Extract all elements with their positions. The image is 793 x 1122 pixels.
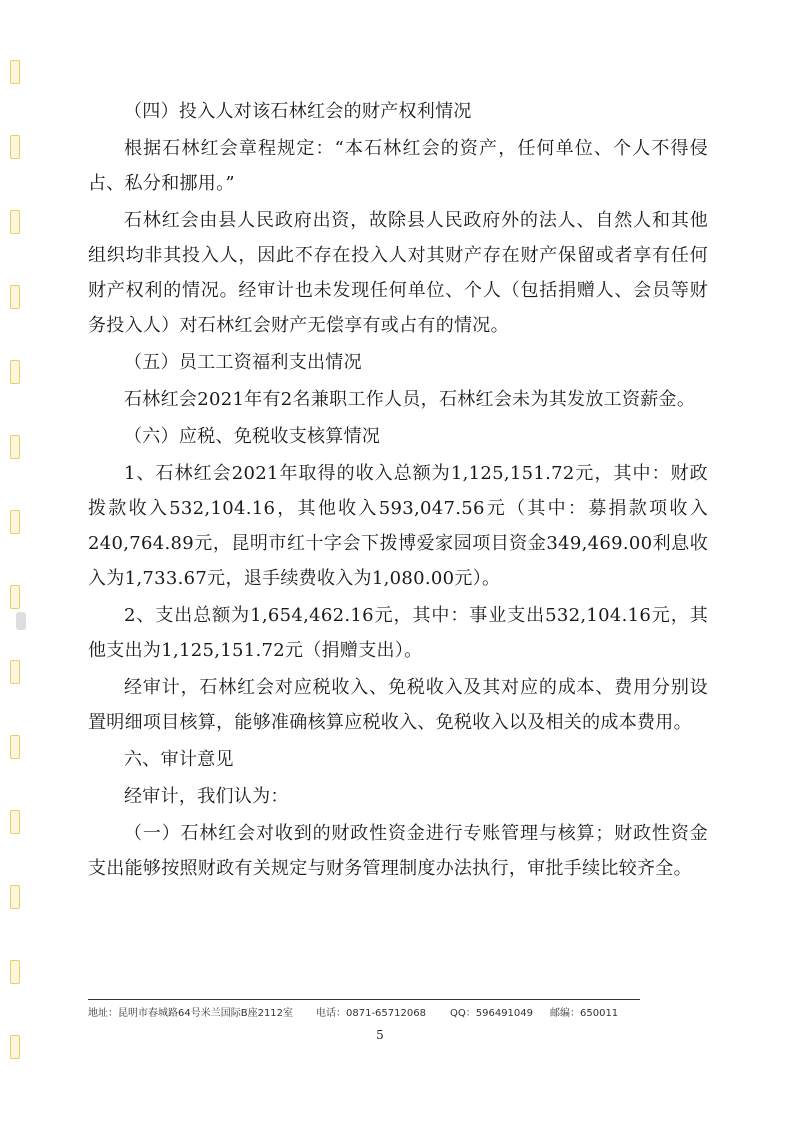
paragraph-expense: 2、支出总额为1,654,462.16元，其中：事业支出532,104.16元，其他支出为1,125,151.72元（捐赠支出）。 xyxy=(88,605,708,661)
footer-phone: 电话：0871-65712068 xyxy=(316,1008,426,1019)
section-heading-opinion: 六、审计意见 xyxy=(124,749,234,770)
page-number: 5 xyxy=(376,1028,384,1042)
paragraph-charter: 根据石林红会章程规定：“本石林红会的资产，任何单位、个人不得侵占、私分和挪用。” xyxy=(88,138,708,194)
paragraph-staff: 石林红会2021年有2名兼职工作人员，石林红会未为其发放工资薪金。 xyxy=(124,389,696,410)
paragraph-opinion-1: （一）石林红会对收到的财政性资金进行专账管理与核算；财政性资金支出能够按照财政有关规定与财务管理制度办法执行，审批手续比较齐全。 xyxy=(88,823,708,879)
section-heading-4: （四）投入人对该石林红会的财产权利情况 xyxy=(124,101,472,122)
footer-divider xyxy=(88,999,640,1000)
paragraph-opinion-intro: 经审计，我们认为： xyxy=(124,786,289,807)
footer-address: 地址：昆明市春城路64号米兰国际B座2112室 xyxy=(88,1008,294,1019)
paragraph-income: 1、石林红会2021年取得的收入总额为1,125,151.72元，其中：财政拨款收入532,104.16，其他收入593,047.56元（其中：募捐款项收入240,764.89元，昆明市红十字会下拨博爱家园项目资金349,469.00利息收入为1,733.67元，退手续费收入为1,080.00元）。 xyxy=(88,463,708,589)
scan-smudge xyxy=(16,612,26,630)
paragraph-investor: 石林红会由县人民政府出资，故除县人民政府外的法人、自然人和其他组织均非其投入人，因此不存在投入人对其财产存在财产保留或者享有任何财产权利的情况。经审计也未发现任何单位、个人（包括捐赠人、会员等财务投入人）对石林红会财产无偿享有或占有的情况。 xyxy=(88,210,708,336)
section-heading-5: （五）员工工资福利支出情况 xyxy=(124,352,362,373)
footer-postcode: 邮编：650011 xyxy=(550,1008,619,1019)
footer-qq: QQ：596491049 xyxy=(450,1008,534,1019)
binding-holes xyxy=(10,40,20,1100)
paragraph-tax-audit: 经审计，石林红会对应税收入、免税收入及其对应的成本、费用分别设置明细项目核算，能够准确核算应税收入、免税收入以及相关的成本费用。 xyxy=(88,677,708,733)
body-text xyxy=(88,94,708,886)
section-heading-6: （六）应税、免税收支核算情况 xyxy=(124,426,381,447)
